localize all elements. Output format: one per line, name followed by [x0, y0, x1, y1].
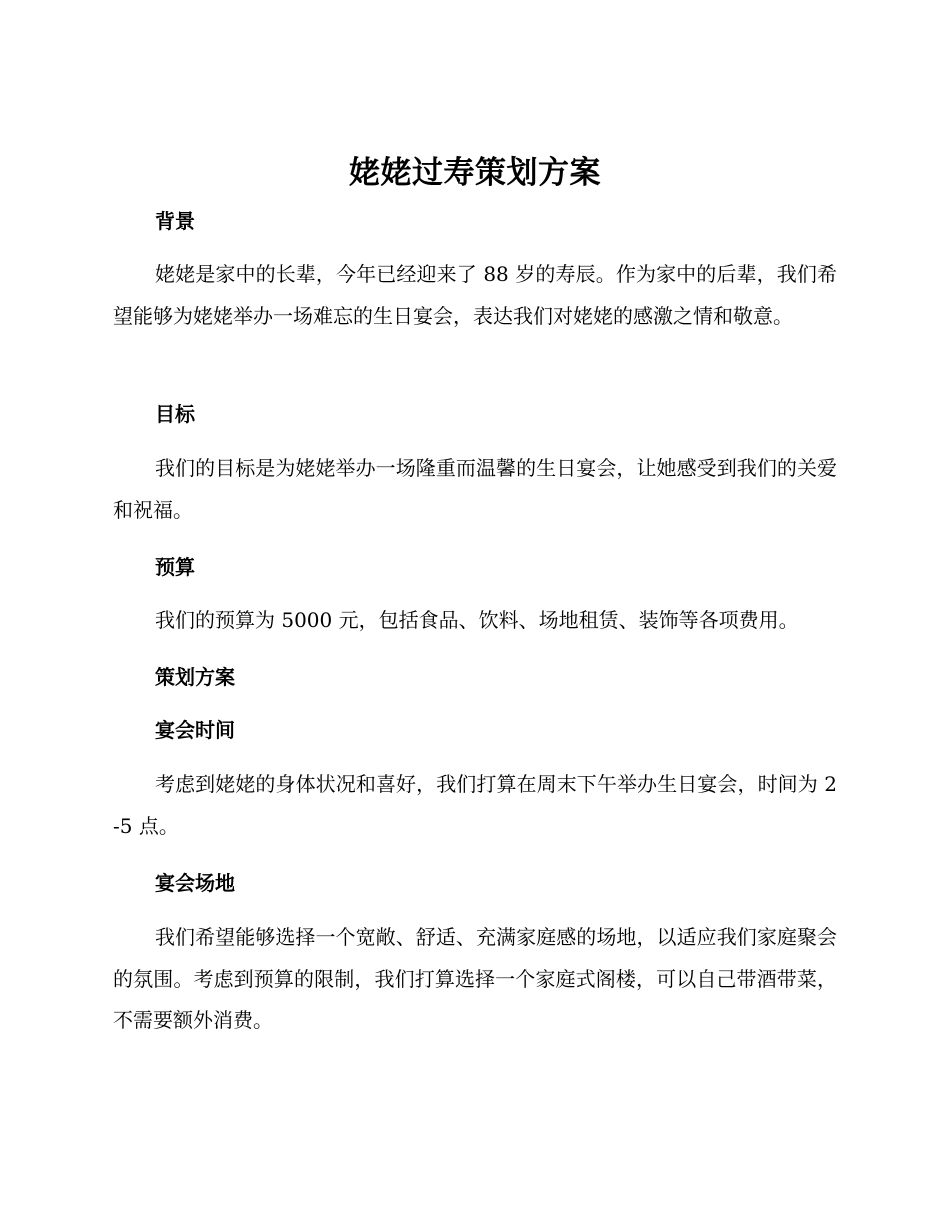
- section-heading-plan: 策划方案: [155, 665, 235, 689]
- section-heading-budget: 预算: [155, 555, 195, 579]
- section-heading-party-time: 宴会时间: [155, 718, 235, 742]
- section-paragraph-party-time: 考虑到姥姥的身体状况和喜好，我们打算在周末下午举办生日宴会，时间为 2-5 点。: [113, 772, 837, 838]
- section-paragraph-venue: 我们希望能够选择一个宽敞、舒适、充满家庭感的场地，以适应我们家庭聚会的氛围。考虑到预算的限制，我们打算选择一个家庭式阁楼，可以自己带酒带菜，不需要额外消费。: [113, 925, 837, 1032]
- section-heading-venue: 宴会场地: [155, 871, 235, 895]
- section-paragraph-goal: 我们的目标是为姥姥举办一场隆重而温馨的生日宴会，让她感受到我们的关爱和祝福。: [113, 456, 837, 522]
- section-heading-goal: 目标: [155, 402, 195, 426]
- section-heading-background: 背景: [155, 209, 195, 233]
- section-paragraph-background: 姥姥是家中的长辈，今年已经迎来了 88 岁的寿辰。作为家中的后辈，我们希望能够为姥姥举办一场难忘的生日宴会，表达我们对姥姥的感激之情和敬意。: [113, 262, 837, 328]
- document-title: 姥姥过寿策划方案: [349, 155, 601, 191]
- section-paragraph-budget: 我们的预算为 5000 元，包括食品、饮料、场地租赁、装饰等各项费用。: [155, 608, 799, 632]
